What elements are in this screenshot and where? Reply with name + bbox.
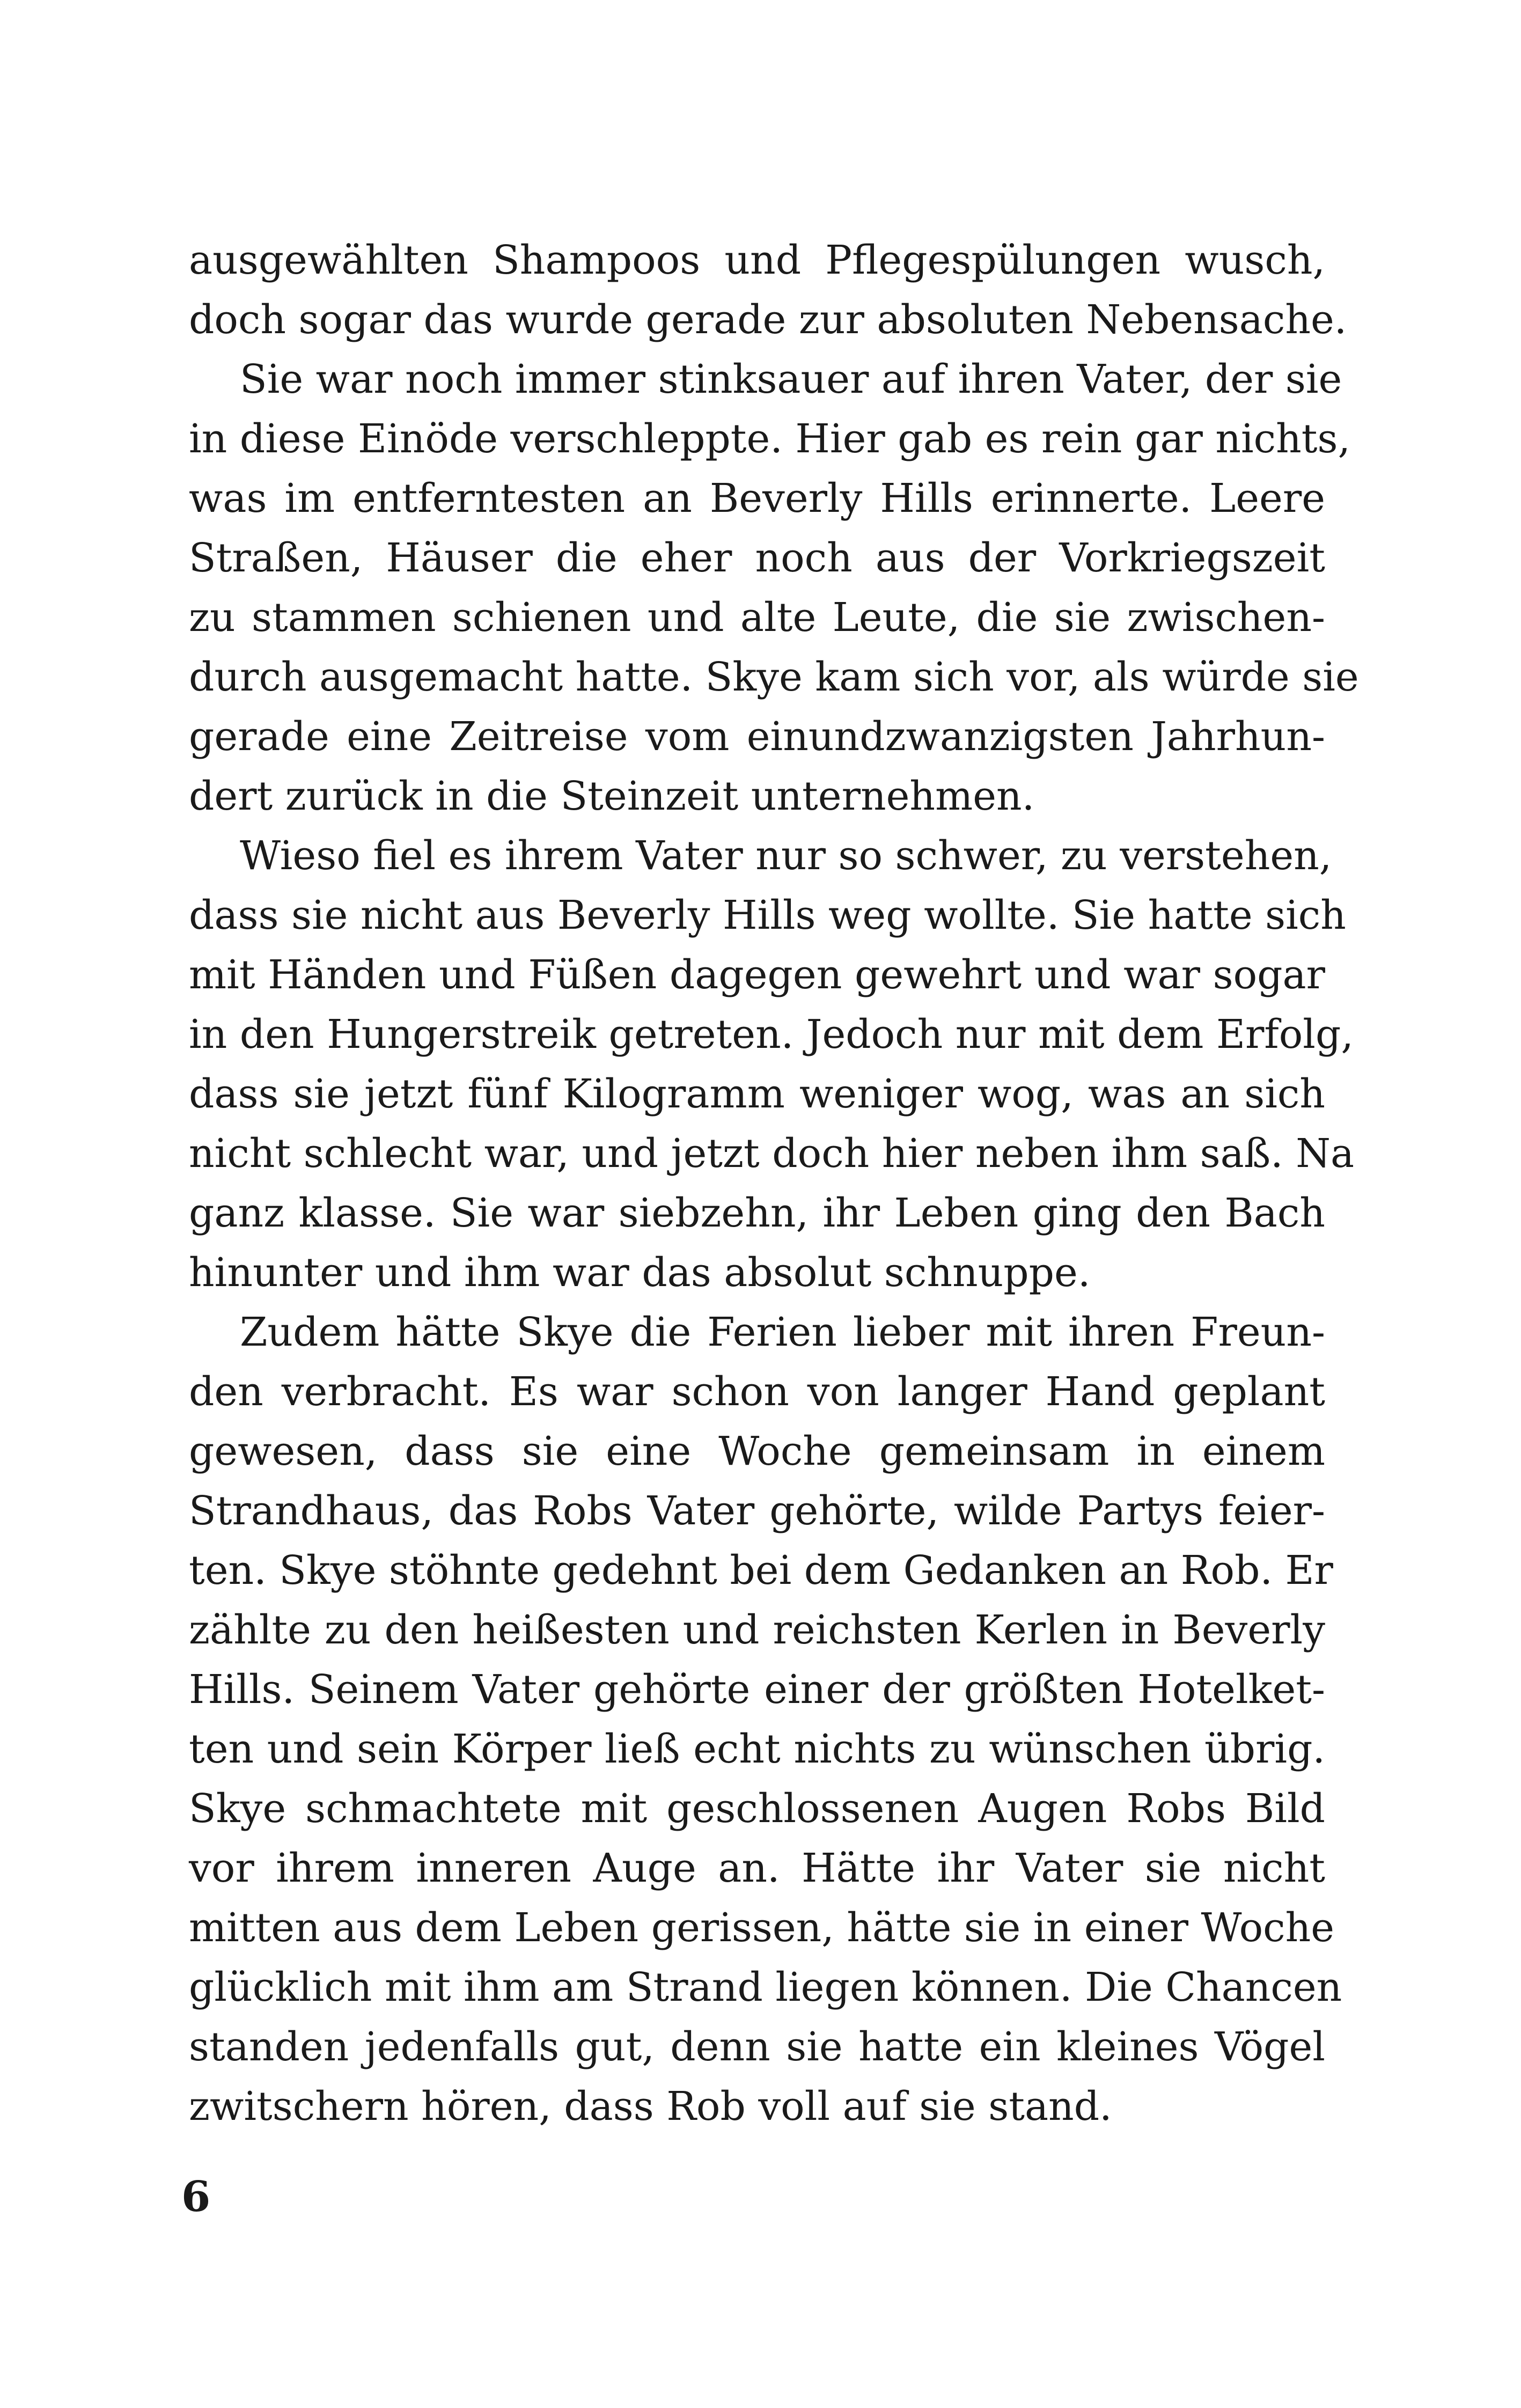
text-line: den verbracht. Es war schon von langer Hand geplant xyxy=(189,1369,1325,1415)
text-line: Skye schmachtete mit geschlossenen Augen Robs Bild xyxy=(189,1786,1325,1832)
text-line: hinunter und ihm war das absolut schnuppe. xyxy=(189,1250,1091,1296)
text-line: gerade eine Zeitreise vom einundzwanzigsten Jahrhun- xyxy=(189,714,1325,760)
text-line: in den Hungerstreik getreten. Jedoch nur mit dem Erfolg, xyxy=(189,1011,1354,1058)
text-line: zwitschern hören, dass Rob voll auf sie stand. xyxy=(189,2083,1112,2130)
text-line: Hills. Seinem Vater gehörte einer der größten Hotelket- xyxy=(189,1666,1325,1713)
text-line: nicht schlecht war, und jetzt doch hier neben ihm saß. Na xyxy=(189,1130,1355,1177)
text-line: gewesen, dass sie eine Woche gemeinsam in einem xyxy=(189,1428,1325,1474)
text-line: zu stammen schienen und alte Leute, die sie zwischen- xyxy=(189,594,1325,641)
text-line: in diese Einöde verschleppte. Hier gab es rein gar nichts, xyxy=(189,416,1351,462)
text-line: Straßen, Häuser die eher noch aus der Vorkriegszeit xyxy=(189,535,1325,581)
text-line: doch sogar das wurde gerade zur absoluten Nebensache. xyxy=(189,297,1347,343)
text-line: dass sie nicht aus Beverly Hills weg wollte. Sie hatte sich xyxy=(189,892,1346,938)
text-line: zählte zu den heißesten und reichsten Kerlen in Beverly xyxy=(189,1607,1325,1653)
text-line: ganz klasse. Sie war siebzehn, ihr Leben ging den Bach xyxy=(189,1190,1325,1236)
text-line: Strandhaus, das Robs Vater gehörte, wilde Partys feier- xyxy=(189,1488,1325,1534)
text-line: Sie war noch immer stinksauer auf ihren Vater, der sie xyxy=(240,356,1342,402)
text-line: dass sie jetzt fünf Kilogramm weniger wog, was an sich xyxy=(189,1071,1325,1117)
text-line: ausgewählten Shampoos und Pflegespülungen wusch, xyxy=(189,237,1325,283)
text-line: durch ausgemacht hatte. Skye kam sich vor, als würde sie xyxy=(189,654,1359,700)
text-line: ten und sein Körper ließ echt nichts zu wünschen übrig. xyxy=(189,1726,1325,1772)
text-line: was im entferntesten an Beverly Hills erinnerte. Leere xyxy=(189,475,1325,522)
text-line: Wieso fiel es ihrem Vater nur so schwer, zu verstehen, xyxy=(240,833,1332,879)
text-line: vor ihrem inneren Auge an. Hätte ihr Vater sie nicht xyxy=(189,1845,1325,1891)
text-line: mitten aus dem Leben gerissen, hätte sie in einer Woche xyxy=(189,1905,1335,1951)
text-line: glücklich mit ihm am Strand liegen können. Die Chancen xyxy=(189,1964,1342,2010)
page-number: 6 xyxy=(181,2172,211,2221)
text-line: standen jedenfalls gut, denn sie hatte ein kleines Vögel xyxy=(189,2024,1325,2070)
text-line: Zudem hätte Skye die Ferien lieber mit ihren Freun- xyxy=(240,1309,1325,1355)
text-line: dert zurück in die Steinzeit unternehmen. xyxy=(189,773,1035,819)
text-line: mit Händen und Füßen dagegen gewehrt und war sogar xyxy=(189,952,1325,998)
body-text xyxy=(189,231,1359,2137)
text-line: ten. Skye stöhnte gedehnt bei dem Gedanken an Rob. Er xyxy=(189,1547,1333,1594)
